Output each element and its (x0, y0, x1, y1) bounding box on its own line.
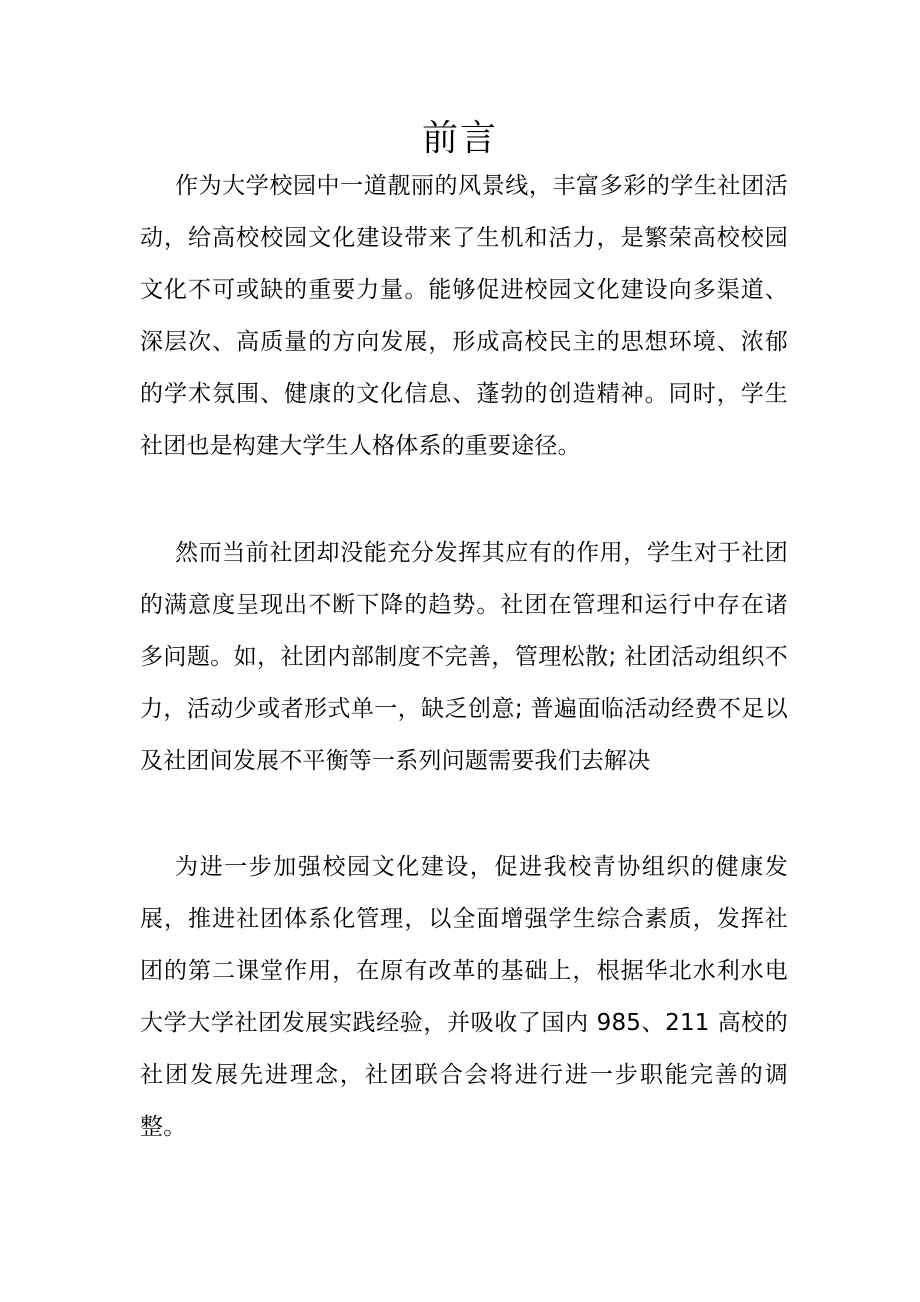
paragraph-reform: 为进一步加强校园文化建设，促进我校青协组织的健康发展，推进社团体系化管理，以全面增强学生综合素质，发挥社团的第二课堂作用，在原有改革的基础上，根据华北水利水电大学大学社团发展实践经验，并吸收了国内 985、211 高校的社团发展先进理念，社团联合会将进行进一步职能完善的调整。 (140, 854, 788, 1140)
page-title: 前言 (421, 118, 498, 159)
paragraph-problems: 然而当前社团却没能充分发挥其应有的作用，学生对于社团的满意度呈现出不断下降的趋势。社团在管理和运行中存在诸多问题。如，社团内部制度不完善，管理松散; 社团活动组织不力，活动少或者形式单一，缺乏创意; 普遍面临活动经费不足以及社团间发展不平衡等一系列问题需要我们去解决 (140, 540, 788, 774)
paragraph-intro: 作为大学校园中一道靓丽的风景线，丰富多彩的学生社团活动，给高校校园文化建设带来了生机和活力，是繁荣高校校园文化不可或缺的重要力量。能够促进校园文化建设向多渠道、深层次、高质量的方向发展，形成高校民主的思想环境、浓郁的学术氛围、健康的文化信息、蓬勃的创造精神。同时，学生社团也是构建大学生人格体系的重要途径。 (140, 173, 788, 459)
